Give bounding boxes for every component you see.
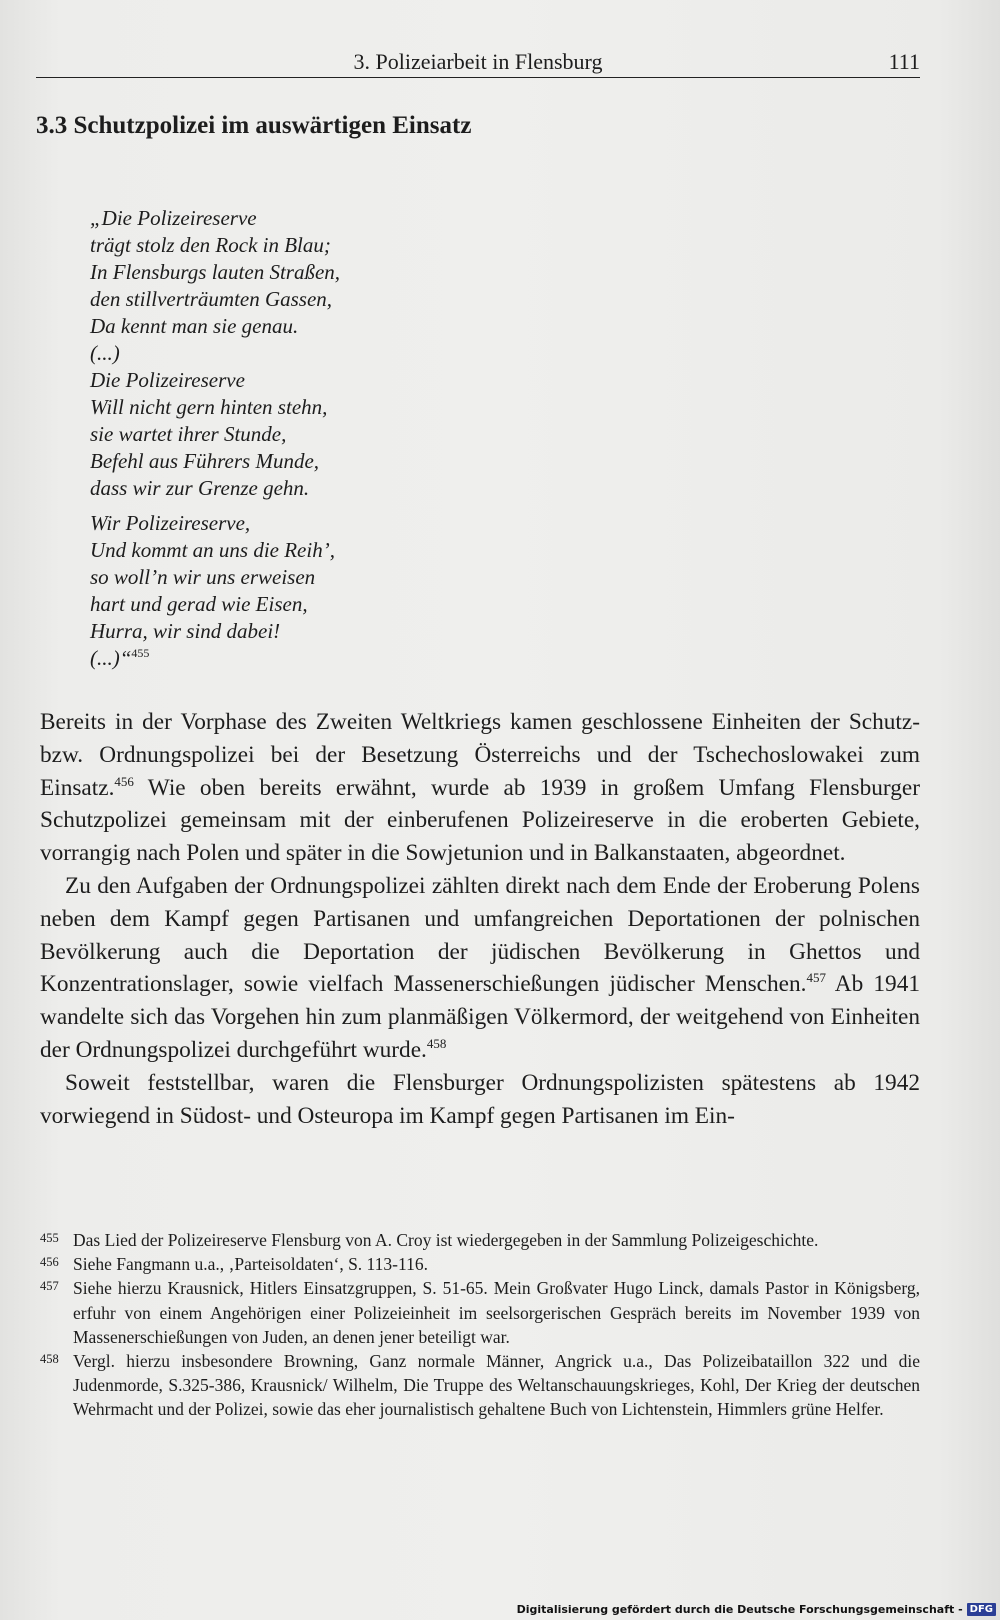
dfg-logo-icon: DFG <box>967 1603 996 1616</box>
poem-line: Hurra, wir sind dabei! <box>90 619 281 643</box>
poem-line-text: (...)“ <box>90 646 132 670</box>
paragraph-text: Bereits in der Vorphase des Zweiten Weltkriegs kamen geschlossene Einheiten der Schutz- bzw. Ordnungspolizei bei der Besetzung Österreichs und der Tschechoslowakei zum Einsatz. <box>40 709 920 801</box>
footnote-text: Das Lied der Polizeireserve Flensburg von A. Croy ist wiedergegeben in der Sammlung Polizeigeschichte. <box>73 1230 819 1250</box>
running-header <box>36 47 920 78</box>
paragraph-text: Ab 1941 wandelte sich das Vorgehen hin zum planmäßigen Völkermord, der weitgehend von Einheiten der Ordnungspolizei durchgeführt wurde. <box>40 971 920 1063</box>
poem-line: Will nicht gern hinten stehn, <box>90 395 328 419</box>
body-text <box>40 706 920 1132</box>
footnote-number: 458 <box>40 1352 59 1367</box>
footnote-text: Siehe Fangmann u.a., ‚Parteisoldaten‘, S. 113-116. <box>73 1254 428 1275</box>
footnote-ref-455[interactable]: 455 <box>131 646 150 660</box>
section-heading: 3.3 Schutzpolizei im auswärtigen Einsatz <box>36 112 472 139</box>
poem-line: sie wartet ihrer Stunde, <box>90 422 287 446</box>
poem-line: dass wir zur Grenze gehn. <box>90 476 310 500</box>
footnote-number: 455 <box>40 1231 59 1245</box>
paragraph-3: Soweit feststellbar, waren die Flensburger Ordnungspolizisten spätestens ab 1942 vorwiegend in Südost- und Osteuropa im Kampf gegen Partisanen im Ein- <box>40 1069 920 1129</box>
footnote-text: Vergl. hierzu insbesondere Browning, Ganz normale Männer, Angrick u.a., Das Polizeibataillon 322 und die Judenmorde, S.325-386, Krausnick/ Wilhelm, Die Truppe des Weltanschauungskrieges, Kohl, Der Krieg der deutschen Wehrmacht und der Polizei, sowie das eher journalistisch gehaltene Buch von Lichtenstein, Himmlers grüne Helfer. <box>73 1351 920 1420</box>
poem-line: den stillverträumten Gassen, <box>90 287 333 311</box>
footnote-ref-456[interactable]: 456 <box>114 773 134 789</box>
poem-line: Wir Polizeireserve, <box>90 511 251 535</box>
poem-line: „Die Polizeireserve <box>90 206 257 230</box>
footnote-455 <box>40 1228 920 1252</box>
poem-line: trägt stolz den Rock in Blau; <box>90 233 331 257</box>
poem <box>90 205 340 672</box>
footnote-ref-458[interactable]: 458 <box>426 1036 447 1052</box>
poem-line: hart und gerad wie Eisen, <box>90 592 308 616</box>
footnote-458 <box>40 1349 920 1422</box>
poem-line: In Flensburgs lauten Straßen, <box>90 260 341 284</box>
digitization-footer <box>517 1601 996 1617</box>
poem-line: (...) <box>90 341 120 365</box>
poem-line: Die Polizeireserve <box>90 368 245 392</box>
poem-stanza-1 <box>90 205 340 502</box>
footnote-456 <box>40 1252 920 1276</box>
poem-line: Da kennt man sie genau. <box>90 314 299 338</box>
poem-stanza-2 <box>90 510 340 672</box>
page-number: 111 <box>888 49 920 74</box>
paragraph-text: Wie oben bereits erwähnt, wurde ab 1939 in großem Umfang Flensburger Schutzpolizei gemeinsam mit der einberufenen Polizeireserve in die eroberten Gebiete, vorrangig nach Polen und später in die Sowjetunion und in Balkanstaaten, abgeordnet. <box>40 774 920 867</box>
footnote-457 <box>40 1276 920 1349</box>
paragraph-1 <box>40 706 920 870</box>
poem-line-last <box>90 645 340 672</box>
running-title: 3. Polizeiarbeit in Flensburg <box>353 49 603 74</box>
footnote-text: Siehe hierzu Krausnick, Hitlers Einsatzgruppen, S. 51-65. Mein Großvater Hugo Linck, damals Pastor in Königsberg, erfuhr von einem Angehörigen einer Polizeieinheit im seelsorgerischen Gespräch bereits im November 1939 von Massenerschießungen von Juden, an denen jener beteiligt war. <box>73 1278 920 1347</box>
poem-line: Befehl aus Führers Munde, <box>90 449 320 473</box>
footnote-number: 456 <box>40 1255 59 1270</box>
poem-line: so woll’n wir uns erweisen <box>90 565 316 589</box>
footnote-ref-457[interactable]: 457 <box>806 970 826 986</box>
footnotes <box>40 1228 920 1422</box>
paragraph-2 <box>40 870 920 1067</box>
poem-line: Und kommt an uns die Reih’, <box>90 538 335 562</box>
digitization-notice: Digitalisierung gefördert durch die Deutsche Forschungsgemeinschaft - <box>516 1602 963 1616</box>
footnote-number: 457 <box>40 1279 59 1294</box>
paragraph-text: Zu den Aufgaben der Ordnungspolizei zählten direkt nach dem Ende der Eroberung Polens neben dem Kampf gegen Partisanen und umfangreichen Deportationen der polnischen Bevölkerung auch die Deportation der jüdischen Bevölkerung in Ghettos und Konzentrationslager, sowie vielfach Massenerschießungen jüdischer Menschen. <box>40 872 920 998</box>
